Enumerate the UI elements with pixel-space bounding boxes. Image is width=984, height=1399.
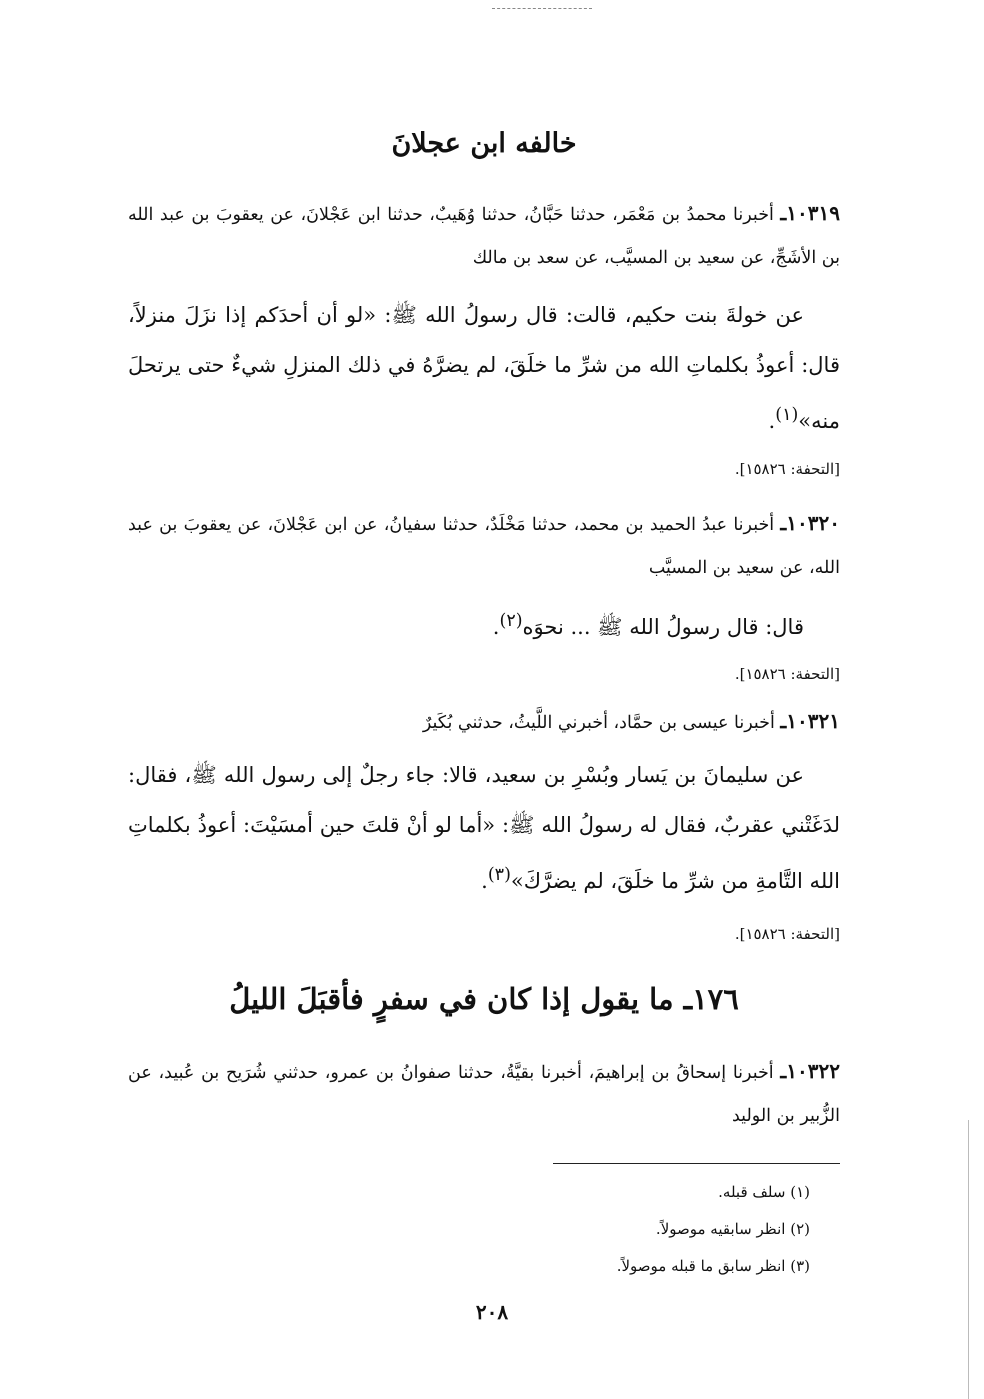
matn-text: عن خولةَ بنت حكيم، قالت: قال رسولُ الله ﷺ: «لو أن أحدَكم إذا نزَلَ منزلاً، قال: أعوذُ بكلماتِ الله من شرِّ ما خلَقَ، لم يضرَّهُ في ذلك المنزلِ شيءٌ حتى يرتحلَ منه» xyxy=(128,303,840,433)
chapter-title: ١٧٦ـ ما يقول إذا كان في سفرٍ فأقبَلَ الليلُ xyxy=(229,982,739,1016)
tuhfa-reference: [التحفة: ١٥٨٢٦]. xyxy=(734,925,840,943)
hadith-isnad xyxy=(128,1050,840,1138)
hadith-number: ١٠٣٢١ـ xyxy=(780,709,840,733)
hadith-matn: قال: قال رسولُ الله ﷺ ... نحوَه$^{(٢)}$. xyxy=(128,596,840,652)
isnad-text: أخبرنا عيسى بن حمَّاد، أخبرني اللَّيثُ، حدثني بُكَيرٌ xyxy=(422,713,775,733)
hadith-matn: عن سليمانَ بن يَسار وبُسْرِ بن سعيد، قالا: جاء رجلٌ إلى رسول الله ﷺ، فقال: لدَغَتْني عقربٌ، فقال له رسولُ الله ﷺ: «أما لو أنْ قلتَ حين أمسَيْتَ: أعوذُ بكلماتِ الله التَّامةِ من شرِّ ما خلَقَ، لم يضرَّكَ»$^{(٣)}$. xyxy=(128,763,840,893)
hadith-number: ١٠٣١٩ـ xyxy=(780,201,840,225)
hadith-matn: عن خولةَ بنت حكيم، قالت: قال رسولُ الله ﷺ: «لو أن أحدَكم إذا نزَلَ منزلاً، قال: أعوذُ بكلماتِ الله من شرِّ ما خلَقَ، لم يضرَّهُ في ذلك المنزلِ شيءٌ حتى يرتحلَ منه»$^{(١)}$. xyxy=(128,303,840,433)
matn-text: عن سليمانَ بن يَسار وبُسْرِ بن سعيد، قالا: جاء رجلٌ إلى رسول الله ﷺ، فقال: لدَغَتْني عقربٌ، فقال له رسولُ الله ﷺ: «أما لو أنْ قلتَ حين أمسَيْتَ: أعوذُ بكلماتِ الله التَّامةِ من شرِّ ما خلَقَ، لم يضرَّكَ» xyxy=(128,763,840,893)
hadith-isnad xyxy=(128,502,840,590)
tuhfa-reference: [التحفة: ١٥٨٢٦]. xyxy=(734,460,840,478)
matn-text: قال: قال رسولُ الله ﷺ ... نحوَه xyxy=(522,615,804,639)
isnad-text: أخبرنا محمدُ بن مَعْمَر، حدثنا حَبَّانُ، حدثنا وُهَيبٌ، حدثنا ابن عَجْلانَ، عن يعقوبَ بن عبد الله بن الأشَجِّ، عن سعيد بن المسيَّب، عن سعد بن مالك xyxy=(128,205,840,268)
footnote-separator xyxy=(553,1163,840,1164)
tuhfa-reference: [التحفة: ١٥٨٢٦]. xyxy=(734,665,840,683)
hadith-number: ١٠٣٢٠ـ xyxy=(780,511,840,535)
hadith-number: ١٠٣٢٢ـ xyxy=(780,1059,840,1083)
footnote-2: (٢) انظر سابقيه موصولاً. xyxy=(655,1220,810,1238)
isnad-text: أخبرنا إسحاقُ بن إبراهيمَ، أخبرنا بقيَّةُ، حدثنا صفوانُ بن عمرو، حدثني شُرَيح بن عُبيد، عن الزُّبير بن الوليد xyxy=(128,1063,840,1126)
top-rule xyxy=(492,8,592,9)
page-number: ٢٠٨ xyxy=(475,1300,509,1324)
footnote-3: (٣) انظر سابق ما قبله موصولاً. xyxy=(616,1257,810,1275)
footnote-mark: (٣) xyxy=(487,865,511,885)
footnote-1: (١) سلف قبله. xyxy=(718,1183,810,1201)
isnad-text: أخبرنا عبدُ الحميد بن محمد، حدثنا مَخْلَدٌ، حدثنا سفيانُ، عن ابن عَجْلانَ، عن يعقوبَ بن عبد الله، عن سعيد بن المسيَّب xyxy=(128,515,840,578)
hadith-isnad xyxy=(128,192,840,280)
section-title: خالفه ابن عجلانَ xyxy=(391,128,577,159)
page-edge-line xyxy=(968,1120,969,1399)
footnote-mark: (٢) xyxy=(499,611,523,631)
footnote-mark: (١) xyxy=(775,405,799,425)
hadith-isnad xyxy=(128,700,840,745)
